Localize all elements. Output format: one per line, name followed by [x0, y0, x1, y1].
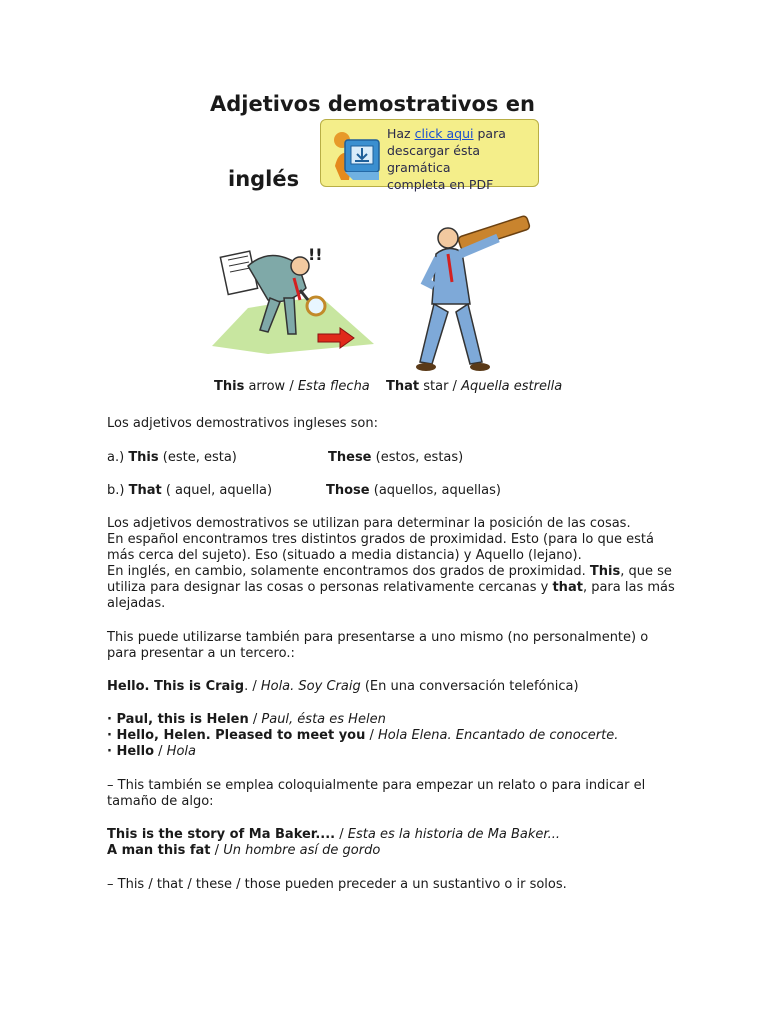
caption-this-arrow: This arrow / Esta flecha: [214, 379, 370, 394]
list-item: This is the story of Ma Baker.... / Esta es la historia de Ma Baker...: [107, 827, 560, 842]
list-item: A man this fat / Un hombre así de gordo: [107, 843, 381, 858]
intro-text: Los adjetivos demostrativos ingleses son:: [107, 416, 379, 431]
example-story: [107, 827, 560, 859]
list-item-a: a.) This (este, esta): [107, 450, 237, 465]
caption-that-star: That star / Aquella estrella: [386, 379, 563, 394]
example-phone: Hello. This is Craig. / Hola. Soy Craig (En una conversación telefónica): [107, 679, 579, 694]
paragraph-usage: Los adjetivos demostrativos se utilizan para determinar la posición de las cosas. En español encontramos tres distintos grados de proximidad. Esto (para lo que está más cerca del sujeto). Eso (situado a media distancia) y Aquello (lejano). En inglés, en cambio, solamente encontramos dos grados de proximidad. This, que se utiliza para designar las cosas o personas relativamente cercanas y that, para las más alejadas.: [107, 516, 675, 611]
list-item-a-plural: These (estos, estas): [328, 450, 464, 465]
click-here-link[interactable]: click aqui: [414, 126, 474, 141]
paragraph-presentation: This puede utilizarse también para presentarse a uno mismo (no personalmente) o para presentar a un tercero.:: [107, 630, 649, 661]
list-item-b: b.) That ( aquel, aquella): [107, 483, 273, 498]
pdf-download-banner[interactable]: [320, 119, 539, 192]
list-item: · Hello / Hola: [107, 744, 196, 759]
banner-text[interactable]: Haz click aqui para descargar ésta gramática completa en PDF: [387, 126, 506, 192]
pdf-download-icon: [329, 126, 387, 184]
example-bullets: [107, 712, 618, 760]
paragraph-pronouns: – This / that / these / those pueden preceder a un sustantivo o ir solos.: [107, 877, 567, 892]
paragraph-colloquial: – This también se emplea coloquialmente para empezar un relato o para indicar el tamaño de algo:: [107, 778, 646, 809]
list-item: · Hello, Helen. Pleased to meet you / Hola Elena. Encantado de conocerte.: [107, 728, 619, 743]
list-item: · Paul, this is Helen / Paul, ésta es Helen: [107, 712, 386, 727]
list-item-b-plural: Those (aquellos, aquellas): [326, 483, 501, 498]
magnifying-glass-man-illustration: [208, 238, 376, 356]
telescope-man-illustration: [414, 212, 532, 376]
page-title-continued: inglés: [228, 167, 300, 191]
svg-text:!!: !!: [308, 245, 323, 264]
page-title: Adjetivos demostrativos en: [210, 92, 535, 116]
